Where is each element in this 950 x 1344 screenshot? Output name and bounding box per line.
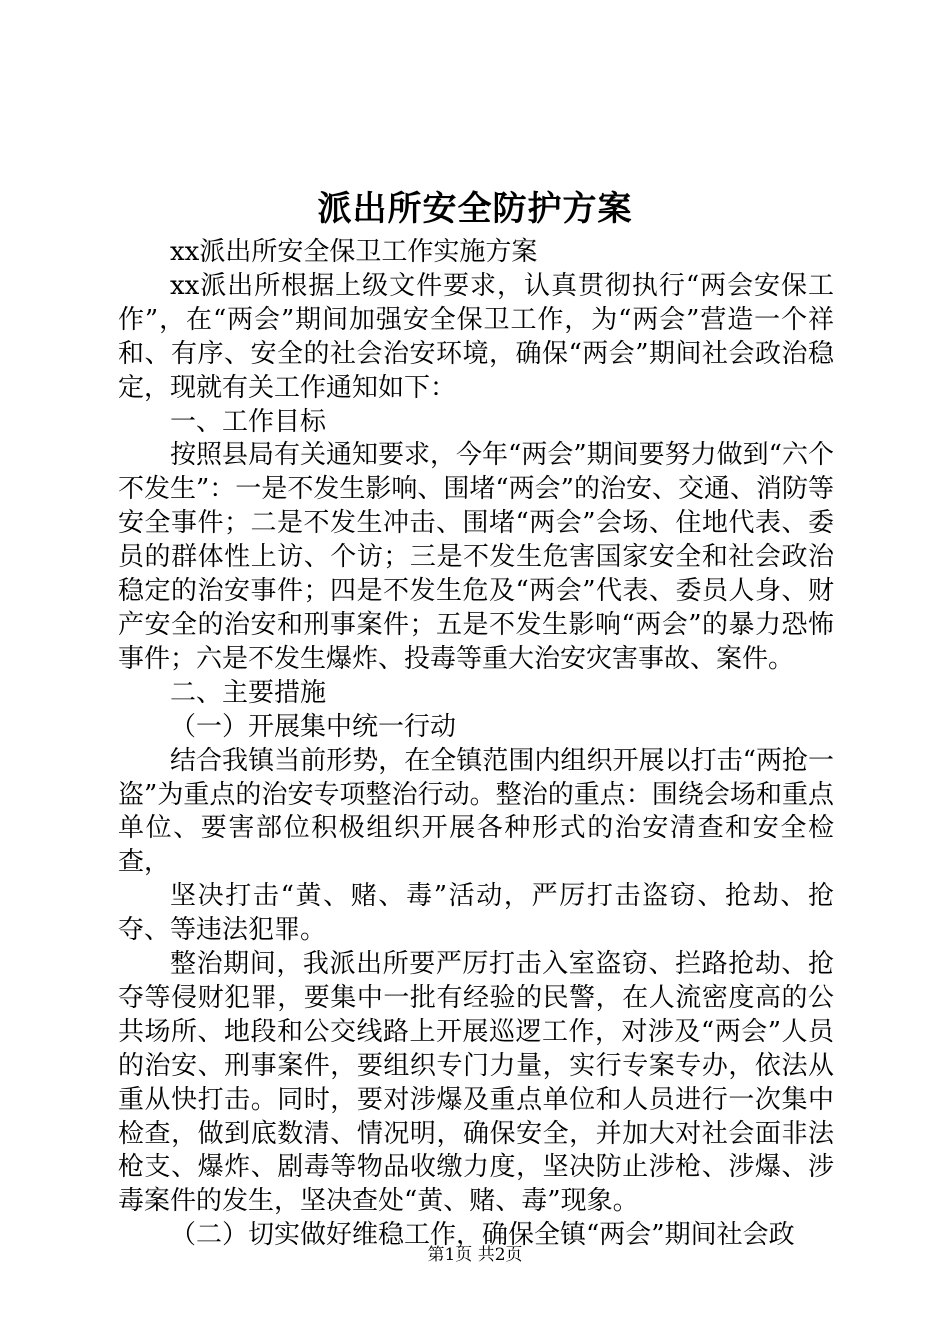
- section-heading-goals: 一、工作目标: [170, 406, 327, 437]
- section-heading-measures: 二、主要措施: [170, 677, 327, 708]
- subsection-heading-1: （一）开展集中统一行动: [170, 711, 457, 742]
- document-body: [118, 236, 834, 1253]
- subsection-heading-2: （二）切实做好维稳工作，确保全镇“两会”期间社会政: [170, 1220, 795, 1251]
- subtitle-paragraph: xx派出所安全保卫工作实施方案: [170, 237, 538, 267]
- intro-paragraph: xx派出所根据上级文件要求，认真贯彻执行“两会安保工作”，在“两会”期间加强安全保卫工作，为“两会”营造一个祥和、有序、安全的社会治安环境，确保“两会”期间社会政治稳定，现就有关工作通知如下：: [118, 270, 834, 403]
- measures-paragraph-3: 整治期间，我派出所要严厉打击入室盗窃、拦路抢劫、抢夺等侵财犯罪，要集中一批有经验的民警，在人流密度高的公共场所、地段和公交线路上开展巡逻工作，对涉及“两会”人员的治安、刑事案件，要组织专门力量，实行专案专办，依法从重从快打击。同时，要对涉爆及重点单位和人员进行一次集中检查，做到底数清、情况明，确保安全，并加大对社会面非法枪支、爆炸、剧毒等物品收缴力度，坚决防止涉枪、涉爆、涉毒案件的发生，坚决查处“黄、赌、毒”现象。: [118, 949, 834, 1217]
- measures-paragraph-2: 坚决打击“黄、赌、毒”活动，严厉打击盗窃、抢劫、抢夺、等违法犯罪。: [118, 881, 834, 946]
- page-footer: 第1页 共2页: [427, 1245, 523, 1265]
- goals-paragraph: 按照县局有关通知要求，今年“两会”期间要努力做到“六个不发生”：一是不发生影响、围堵“两会”的治安、交通、消防等安全事件；二是不发生冲击、围堵“两会”会场、住地代表、委员的群体性上访、个访；三是不发生危害国家安全和社会政治稳定的治安事件；四是不发生危及“两会”代表、委员人身、财产安全的治安和刑事案件；五是不发生影响“两会”的暴力恐怖事件；六是不发生爆炸、投毒等重大治安灾害事故、案件。: [118, 440, 834, 674]
- document-title: 派出所安全防护方案: [317, 189, 633, 229]
- measures-paragraph-1: 结合我镇当前形势，在全镇范围内组织开展以打击“两抢一盗”为重点的治安专项整治行动。整治的重点：围绕会场和重点单位、要害部位积极组织开展各种形式的治安清查和安全检查，: [118, 745, 834, 878]
